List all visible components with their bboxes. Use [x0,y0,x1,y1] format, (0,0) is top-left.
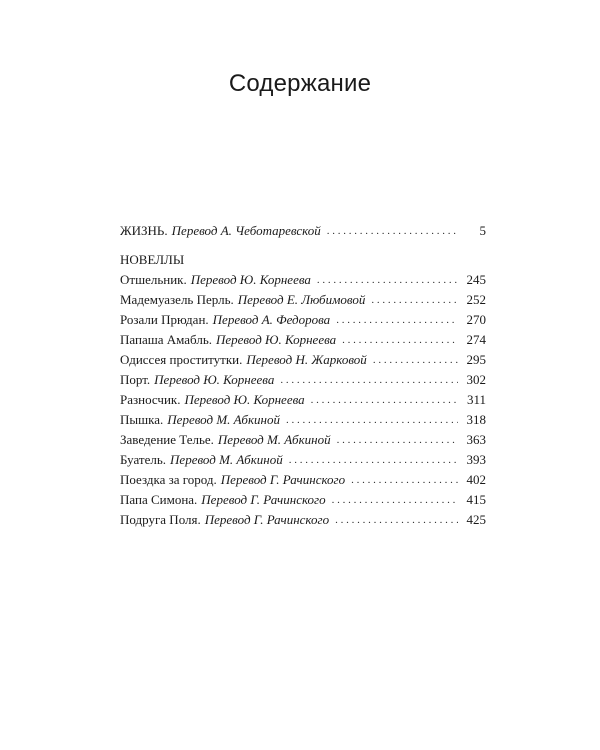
toc-entry-title: ЖИЗНЬ. [120,223,168,238]
toc-entry-page: 363 [466,432,486,447]
toc-entry-title: Подруга Поля. [120,512,201,527]
toc-entry-page: 393 [466,452,486,467]
toc-entry-translator: Перевод М. Абкиной [167,412,280,427]
toc-entry-title: Поездка за город. [120,472,217,487]
toc-entry[interactable] [120,330,486,350]
toc-entry[interactable] [120,410,486,430]
toc-entry[interactable] [120,450,486,470]
toc-entry-title: Папаша Амабль. [120,332,212,347]
dot-leader [337,430,458,450]
dot-leader [289,450,458,470]
section-heading [120,250,486,270]
toc-entry[interactable] [120,390,486,410]
toc-entry-page: 318 [466,412,486,427]
toc-entry-page: 252 [466,292,486,307]
dot-leader [311,390,458,410]
toc-entry-translator: Перевод М. Абкиной [170,452,283,467]
dot-leader [317,270,458,290]
toc-entry-translator: Перевод Е. Любимовой [237,292,366,307]
toc-entry-translator: Перевод Ю. Корнеева [184,392,305,407]
dot-leader [342,330,458,350]
toc-entry-translator: Перевод А. Чеботаревской [171,223,321,238]
toc-entry-page: 245 [466,272,486,287]
toc-entry-translator: Перевод Ю. Корнеева [216,332,337,347]
toc-entry[interactable] [120,290,486,310]
dot-leader [280,370,458,390]
toc-entry[interactable] [120,370,486,390]
toc-entry-translator: Перевод Ю. Корнеева [190,272,311,287]
dot-leader [286,410,458,430]
toc-entry-page: 274 [466,332,486,347]
toc-entry-main[interactable] [120,221,486,241]
toc-entry-title: Заведение Телье. [120,432,214,447]
toc-entry-list [120,270,486,530]
toc-entry-page: 302 [466,372,486,387]
toc-entry-page: 5 [479,223,486,238]
toc-entry[interactable] [120,470,486,490]
toc-entry-page: 311 [466,392,486,407]
toc-entry[interactable] [120,490,486,510]
dot-leader [371,290,458,310]
toc-entry[interactable] [120,430,486,450]
toc-entry-title: Одиссея проститутки. [120,352,243,367]
toc-entry[interactable] [120,510,486,530]
table-of-contents [120,221,486,530]
toc-entry-translator: Перевод М. Абкиной [217,432,331,447]
page-title: Содержание [228,70,372,97]
toc-entry-translator: Перевод А. Федорова [212,312,331,327]
toc-entry-translator: Перевод Г. Рачинского [201,492,326,507]
toc-entry-title: Отшельник. [120,272,187,287]
dot-leader [327,221,458,241]
toc-entry-translator: Перевод Ю. Корнеева [154,372,275,387]
dot-leader [332,490,458,510]
toc-entry-translator: Перевод Г. Рачинского [204,512,330,527]
toc-entry-title: Разносчик. [120,392,181,407]
toc-entry-title: Буатель. [120,452,167,467]
toc-entry[interactable] [120,270,486,290]
toc-entry-page: 270 [466,312,486,327]
section-heading-label: НОВЕЛЛЫ [120,252,185,267]
toc-entry[interactable] [120,310,486,330]
toc-entry-page: 295 [466,352,486,367]
dot-leader [351,470,458,490]
toc-entry-page: 415 [466,492,486,507]
toc-entry[interactable] [120,350,486,370]
toc-entry-page: 402 [466,472,486,487]
toc-entry-title: Папа Симона. [120,492,198,507]
dot-leader [373,350,458,370]
toc-entry-translator: Перевод Н. Жарковой [246,352,367,367]
toc-entry-title: Мадемуазель Перль. [120,292,234,307]
toc-entry-title: Пышка. [120,412,164,427]
toc-entry-page: 425 [466,512,486,527]
dot-leader [336,310,458,330]
toc-entry-translator: Перевод Г. Рачинского [220,472,346,487]
toc-entry-title: Розали Прюдан. [120,312,209,327]
toc-entry-title: Порт. [120,372,151,387]
dot-leader [335,510,458,530]
